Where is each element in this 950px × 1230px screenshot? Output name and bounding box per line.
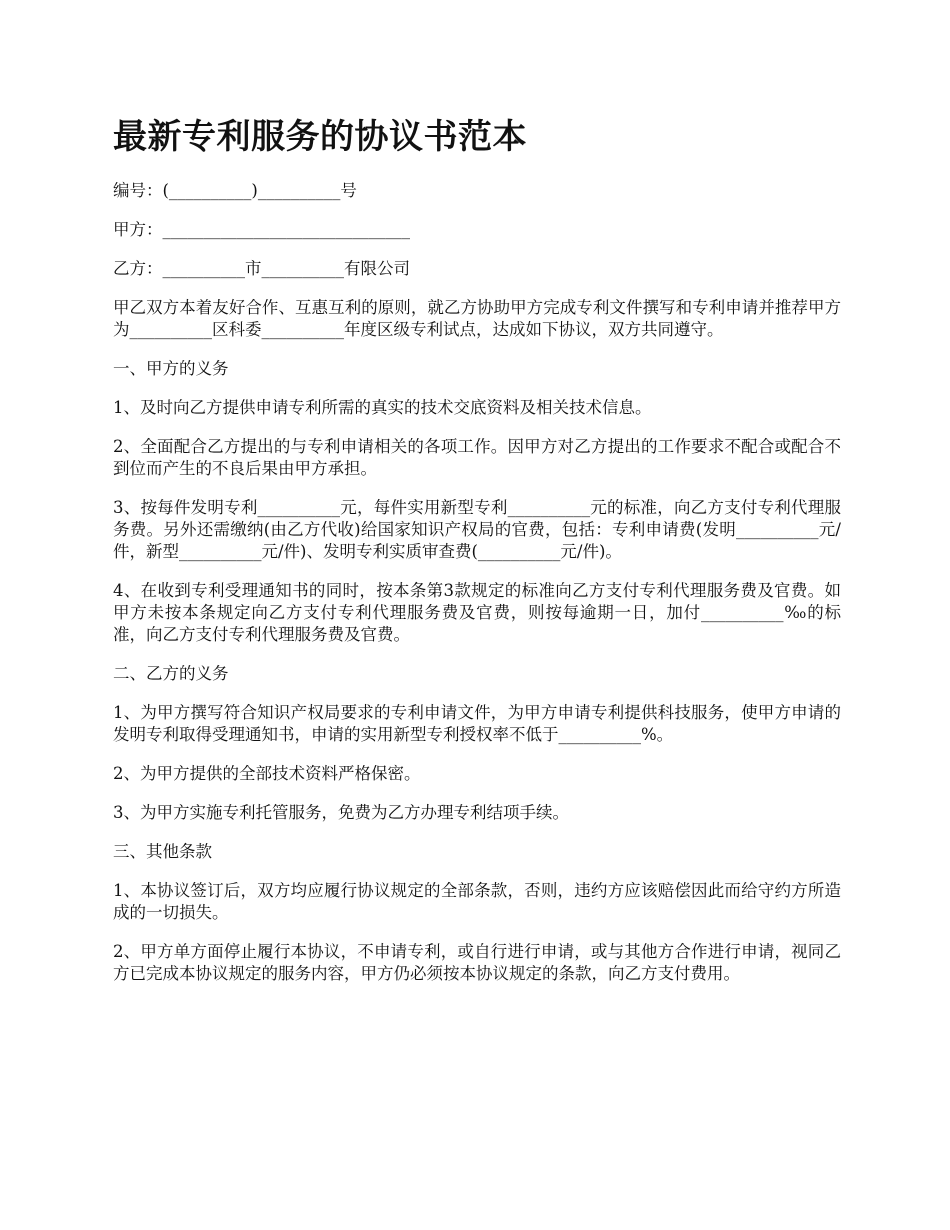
section-heading-party-a: 一、甲方的义务: [113, 359, 229, 378]
section-heading-party-b: 二、乙方的义务: [113, 664, 229, 683]
preamble-paragraph: 甲乙双方本着友好合作、互惠互利的原则，就乙方协助甲方完成专利文件撰写和专利申请并推荐甲方为__________区科委__________年度区级专利试点，达成如下协议，双方共同遵守。: [113, 298, 841, 339]
section-heading-other: 三、其他条款: [113, 842, 212, 861]
party-a-clause-4: 4、在收到专利受理通知书的同时，按本条第3款规定的标准向乙方支付专利代理服务费及官费。如甲方未按本条规定向乙方支付专利代理服务费及官费，则按每逾期一日，加付__________‰的标准，向乙方支付专利代理服务费及官费。: [113, 581, 841, 644]
party-b-clause-3: 3、为甲方实施专利托管服务，免费为乙方办理专利结项手续。: [113, 803, 569, 822]
other-clause-2: 2、甲方单方面停止履行本协议，不申请专利，或自行进行申请，或与其他方合作进行申请，视同乙方已完成本协议规定的服务内容，甲方仍必须按本协议规定的条款，向乙方支付费用。: [113, 942, 841, 983]
party-a-line: 甲方：______________________________: [113, 220, 410, 239]
document-page: [113, 112, 841, 1002]
party-a-clause-1: 1、及时向乙方提供申请专利所需的真实的技术交底资料及相关技术信息。: [113, 398, 652, 417]
party-b-clause-2: 2、为甲方提供的全部技术资料严格保密。: [113, 764, 421, 783]
serial-number-line: 编号：(__________)__________号: [113, 181, 357, 200]
party-b-line: 乙方：__________市__________有限公司: [113, 259, 410, 278]
document-title: 最新专利服务的协议书范本: [113, 117, 527, 157]
other-clause-1: 1、本协议签订后，双方均应履行协议规定的全部条款，否则，违约方应该赔偿因此而给守约方所造成的一切损失。: [113, 881, 841, 922]
party-a-clause-3: 3、按每件发明专利__________元，每件实用新型专利__________元的标准，向乙方支付专利代理服务费。另外还需缴纳(由乙方代收)给国家知识产权局的官费，包括：专利申请费(发明__________元/件，新型__________元/件)、发明专利实质审查费(__________元/件)。: [113, 498, 841, 561]
party-a-clause-2: 2、全面配合乙方提出的与专利申请相关的各项工作。因甲方对乙方提出的工作要求不配合或配合不到位而产生的不良后果由甲方承担。: [113, 437, 841, 478]
party-b-clause-1: 1、为甲方撰写符合知识产权局要求的专利申请文件，为甲方申请专利提供科技服务，使甲方申请的发明专利取得受理通知书，申请的实用新型专利授权率不低于__________%。: [113, 703, 841, 744]
